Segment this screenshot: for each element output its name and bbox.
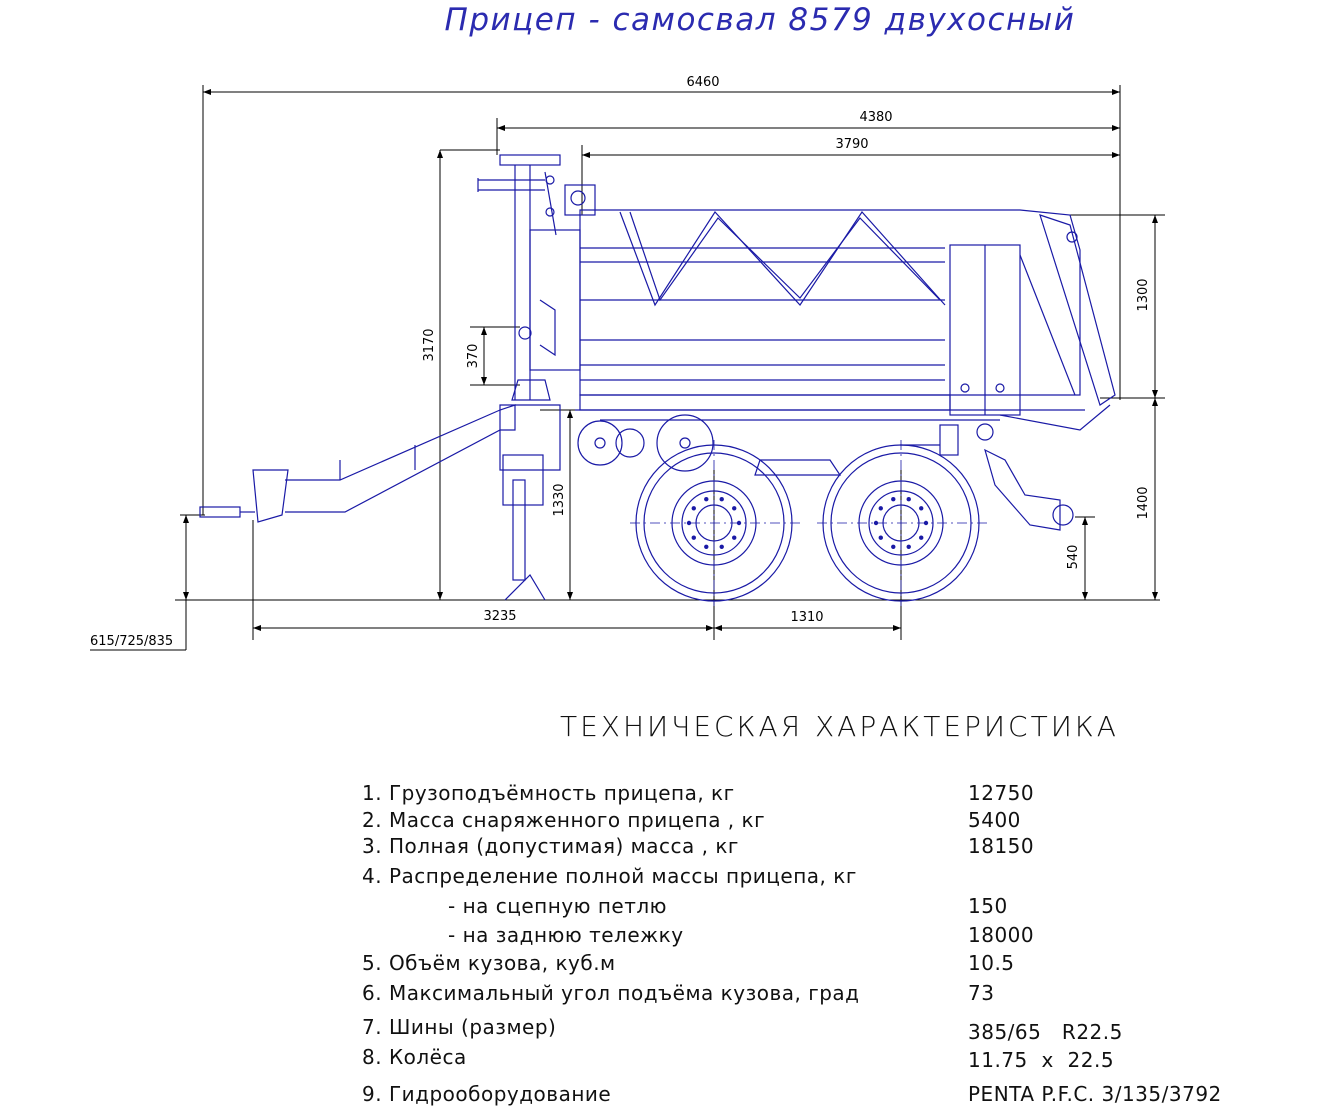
- body-stiffeners: [620, 212, 945, 305]
- wheel-bolt: [692, 506, 696, 510]
- tailgate: [1040, 215, 1115, 405]
- spec-row-value: 5400: [968, 808, 1021, 832]
- spec-row-value: 150: [968, 894, 1008, 918]
- spec-row-label: 2. Масса снаряженного прицепа , кг: [362, 808, 766, 832]
- spec-row-label: 3. Полная (допустимая) масса , кг: [362, 834, 739, 858]
- wheel-bolt: [732, 506, 736, 510]
- wheel-bolt: [907, 545, 911, 549]
- support-leg: [513, 480, 525, 580]
- wheel-bolt: [891, 545, 895, 549]
- wheel-bolt: [879, 535, 883, 539]
- dim-drawbar-heights: 615/725/835: [90, 634, 174, 649]
- towing-eye: [200, 507, 240, 517]
- spec-row-value: 11.75 x 22.5: [968, 1048, 1115, 1072]
- dim-body-with-frame: 4380: [859, 110, 893, 125]
- support-frame: [500, 405, 560, 470]
- chassis-frame: [580, 395, 950, 410]
- dim-wheelbase: 1310: [790, 610, 824, 625]
- dimension-lines: [90, 85, 1165, 650]
- dim-frame-height: 1400: [1136, 486, 1151, 520]
- dim-overall-height: 3170: [422, 328, 437, 362]
- dump-body: [580, 210, 1080, 395]
- wheel-bolt: [732, 535, 736, 539]
- spec-row-label: 1. Грузоподъёмность прицепа, кг: [362, 781, 735, 805]
- dim-body-height: 1300: [1136, 278, 1151, 312]
- wheel-bolt: [907, 497, 911, 501]
- dim-rear-hitch-height: 540: [1066, 544, 1081, 570]
- drawing-title: Прицеп - самосвал 8579 двухосный: [444, 2, 1076, 38]
- rear-hitch: [985, 450, 1060, 530]
- wheel-bolt: [692, 535, 696, 539]
- dim-body-length: 3790: [835, 137, 869, 152]
- wheel-bolt: [720, 545, 724, 549]
- spec-row-label: 9. Гидрооборудование: [362, 1082, 612, 1106]
- spec-row-value: 385/65 R22.5: [968, 1020, 1123, 1044]
- spec-row-label: - на заднюю тележку: [448, 923, 684, 947]
- spec-row-label: 5. Объём кузова, куб.м: [362, 951, 616, 975]
- spec-row-value: 18000: [968, 923, 1035, 947]
- dim-support-height: 1330: [552, 483, 567, 517]
- wheel-bolt: [919, 535, 923, 539]
- wheel-bolt: [891, 497, 895, 501]
- spec-row-label: - на сцепную петлю: [448, 894, 668, 918]
- dim-eye-to-axle: 3235: [483, 609, 517, 624]
- spec-row-label: 7. Шины (размер): [362, 1015, 557, 1039]
- dim-support-offset: 370: [466, 343, 481, 369]
- wheel-bolt: [704, 545, 708, 549]
- spec-row-value: 10.5: [968, 951, 1015, 975]
- spec-row-value: PENTA P.F.C. 3/135/3792: [968, 1082, 1222, 1106]
- spec-row-value: 73: [968, 981, 995, 1005]
- dim-overall-length: 6460: [686, 75, 720, 90]
- wheel-bolt: [720, 497, 724, 501]
- wheel-bolt: [704, 497, 708, 501]
- spec-row-value: 18150: [968, 834, 1035, 858]
- spec-row-label: 4. Распределение полной массы прицепа, кг: [362, 864, 857, 888]
- spec-row-label: 6. Максимальный угол подъёма кузова, град: [362, 981, 860, 1005]
- spec-row-label: 8. Колёса: [362, 1045, 467, 1069]
- wheel-bolt: [879, 506, 883, 510]
- drawbar-coupling: [253, 470, 288, 522]
- drawbar-beam: [285, 405, 515, 512]
- wheel-bolt: [919, 506, 923, 510]
- spec-heading: ТЕХНИЧЕСКАЯ ХАРАКТЕРИСТИКА: [560, 710, 1119, 743]
- spec-row-value: 12750: [968, 781, 1035, 805]
